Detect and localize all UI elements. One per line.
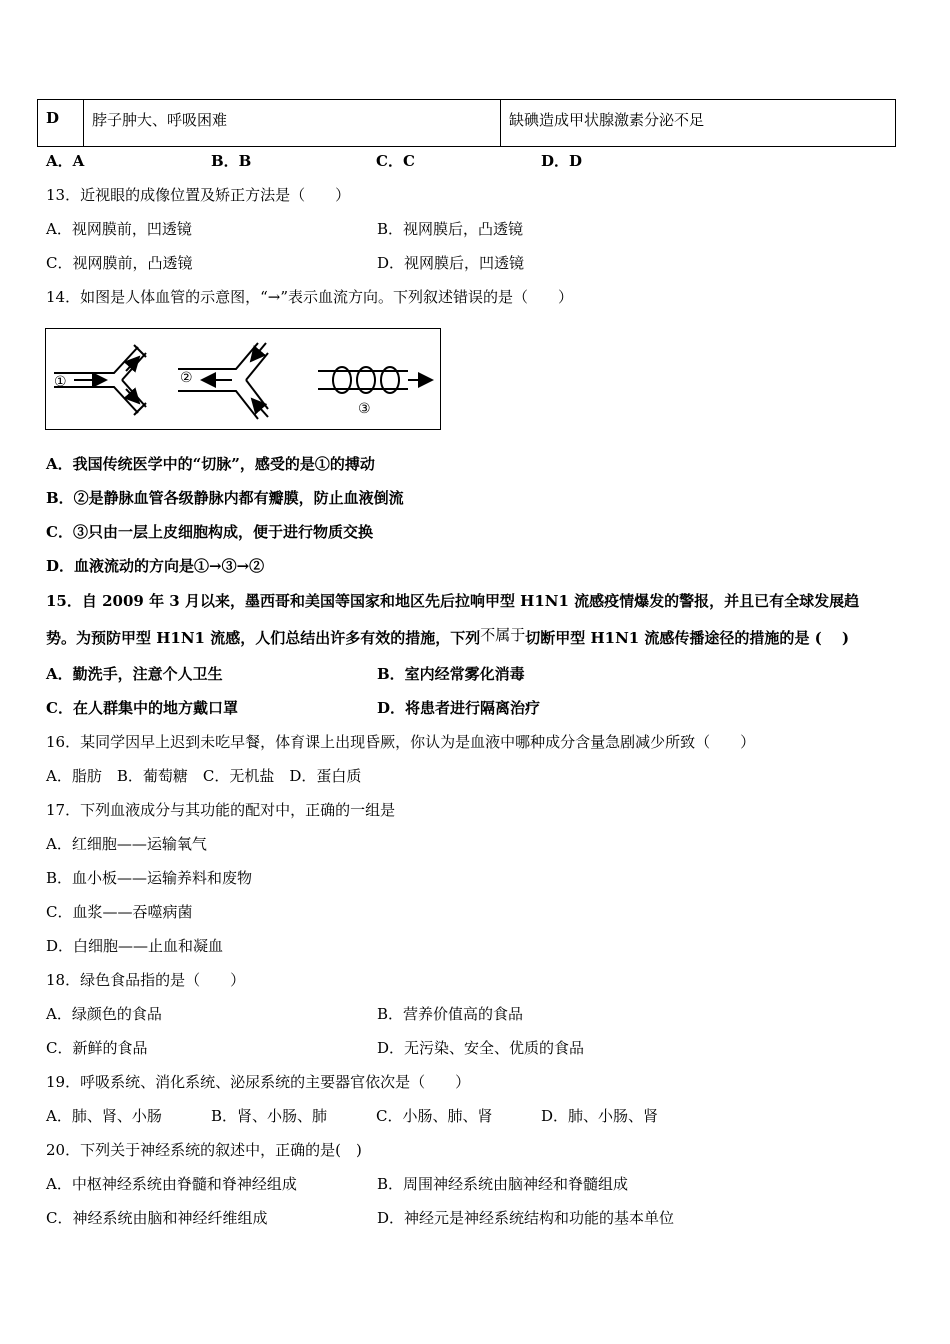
- q19-option-b: B．肾、小肠、肺: [211, 1107, 328, 1125]
- q12-option-a: A．A: [46, 152, 85, 170]
- q13-option-a: A．视网膜前，凹透镜: [46, 220, 192, 238]
- q15-option-c: C．在人群集中的地方戴口罩: [46, 699, 238, 717]
- q15-option-a: A．勤洗手，注意个人卫生: [46, 665, 223, 683]
- q18-option-c: C．新鲜的食品: [46, 1039, 148, 1057]
- table-cell-cause: 缺碘造成甲状腺激素分泌不足: [501, 100, 896, 147]
- q17-option-c: C．血浆——吞噬病菌: [46, 903, 193, 921]
- artery-vessel: [54, 345, 146, 415]
- q16-options: A．脂肪 B．葡萄糖 C．无机盐 D．蛋白质: [46, 767, 362, 785]
- q17-stem: 17．下列血液成分与其功能的配对中，正确的一组是: [46, 801, 396, 819]
- q18-option-b: B．营养价值高的食品: [377, 1005, 524, 1023]
- answer-table-row: [37, 99, 896, 147]
- q13-option-b: B．视网膜后，凸透镜: [377, 220, 524, 238]
- q12-option-b: B．B: [211, 152, 252, 170]
- q15-stem-part1: 势。为预防甲型 H1N1 流感，人们总结出许多有效的措施，下列: [46, 629, 481, 647]
- q12-option-d: D．D: [541, 152, 583, 170]
- q15-stem-part2: 切断甲型 H1N1 流感传播途径的措施的是 ( ): [525, 629, 850, 647]
- capillary-vessel: [318, 367, 432, 393]
- q15-emphasis: 不属于: [480, 626, 526, 644]
- figure-label-2: ②: [180, 370, 193, 386]
- q13-option-c: C．视网膜前，凸透镜: [46, 254, 193, 272]
- q20-option-c: C．神经系统由脑和神经纤维组成: [46, 1209, 268, 1227]
- q19-option-d: D．肺、小肠、肾: [541, 1107, 659, 1125]
- q14-option-a: A．我国传统医学中的“切脉”，感受的是①的搏动: [46, 455, 375, 473]
- q18-option-a: A．绿颜色的食品: [46, 1005, 162, 1023]
- figure-label-1: ①: [54, 374, 67, 390]
- q15-option-d: D．将患者进行隔离治疗: [377, 699, 541, 717]
- q14-option-b: B．②是静脉血管各级静脉内都有瓣膜，防止血液倒流: [46, 489, 404, 507]
- q14-option-c: C．③只由一层上皮细胞构成，便于进行物质交换: [46, 523, 373, 541]
- q14-option-d: D．血液流动的方向是①→③→②: [46, 557, 265, 575]
- table-cell-label: D: [38, 100, 84, 147]
- q20-option-a: A．中枢神经系统由脊髓和脊神经组成: [46, 1175, 297, 1193]
- figure-label-3: ③: [358, 401, 371, 417]
- q14-stem: 14．如图是人体血管的示意图，“→”表示血流方向。下列叙述错误的是（ ）: [46, 288, 573, 306]
- q19-option-c: C．小肠、肺、肾: [376, 1107, 493, 1125]
- q18-stem: 18．绿色食品指的是（ ）: [46, 971, 246, 989]
- q19-option-a: A．肺、肾、小肠: [46, 1107, 162, 1125]
- q12-option-c: C．C: [376, 152, 415, 170]
- q20-option-b: B．周围神经系统由脑神经和脊髓组成: [377, 1175, 629, 1193]
- q16-stem: 16．某同学因早上迟到未吃早餐，体育课上出现昏厥，你认为是血液中哪种成分含量急剧减少所致（ ）: [46, 733, 756, 751]
- q20-option-d: D．神经元是神经系统结构和功能的基本单位: [377, 1209, 675, 1227]
- q15-stem-line2: [46, 628, 849, 648]
- table-cell-symptom: 脖子肿大、呼吸困难: [84, 100, 501, 147]
- q15-option-b: B．室内经常雾化消毒: [377, 665, 525, 683]
- q19-stem: 19．呼吸系统、消化系统、泌尿系统的主要器官依次是（ ）: [46, 1073, 471, 1091]
- q17-option-d: D．白细胞——止血和凝血: [46, 937, 224, 955]
- q18-option-d: D．无污染、安全、优质的食品: [377, 1039, 585, 1057]
- q13-option-d: D．视网膜后，凹透镜: [377, 254, 525, 272]
- q20-stem: 20．下列关于神经系统的叙述中，正确的是( ): [46, 1141, 362, 1159]
- q15-stem-line1: 15．自 2009 年 3 月以来，墨西哥和美国等国家和地区先后拉响甲型 H1N1 流感疫情爆发的警报，并且已有全球发展趋: [46, 592, 860, 610]
- q17-option-b: B．血小板——运输养料和废物: [46, 869, 253, 887]
- q17-option-a: A．红细胞——运输氧气: [46, 835, 207, 853]
- q13-stem: 13．近视眼的成像位置及矫正方法是（ ）: [46, 186, 351, 204]
- blood-vessel-figure: [45, 328, 441, 430]
- blood-vessel-diagram: [46, 329, 440, 429]
